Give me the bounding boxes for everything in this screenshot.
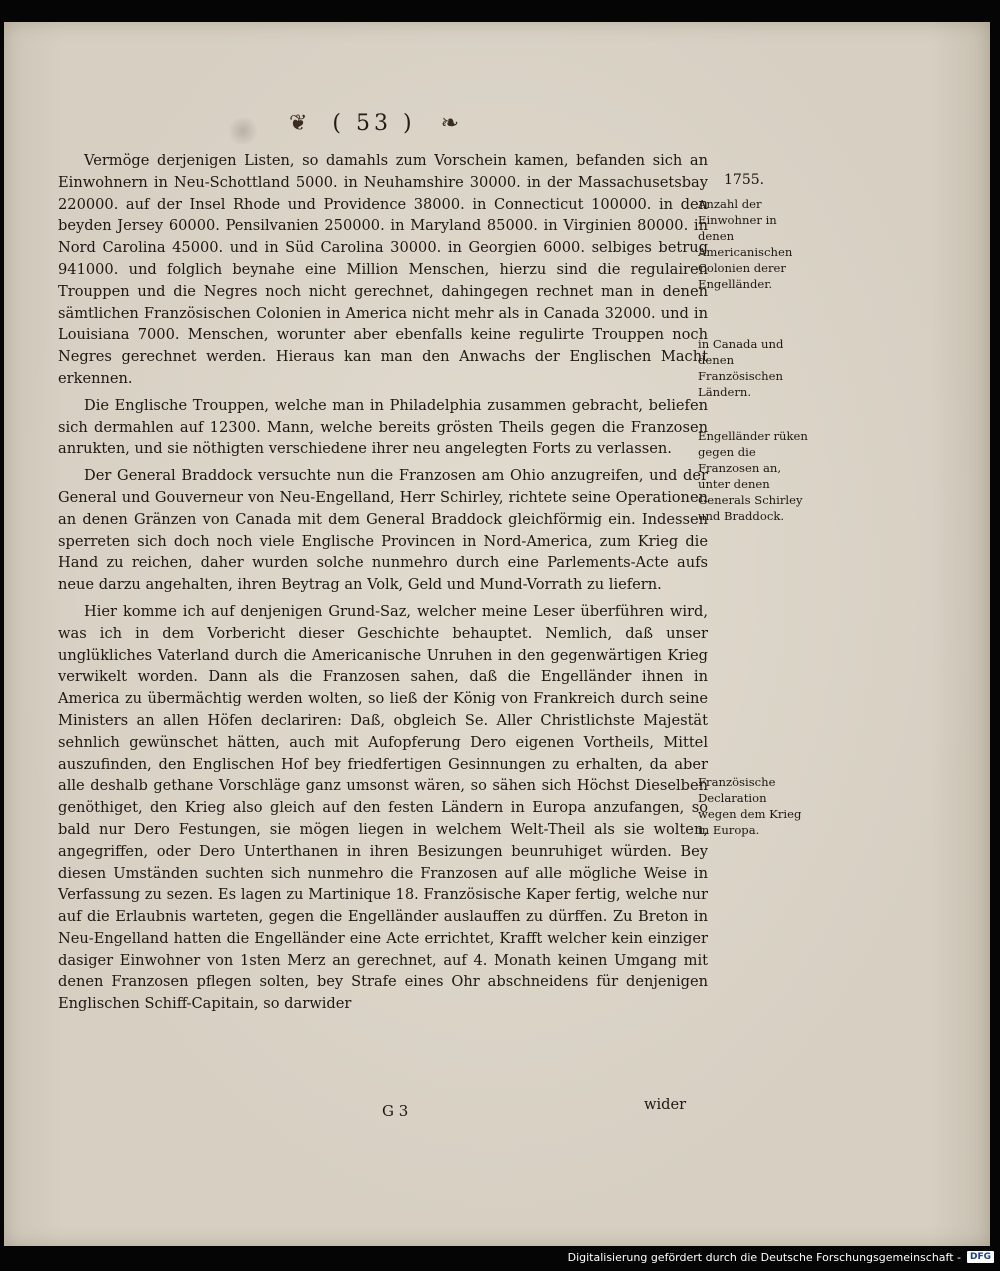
marginal-note-declaration: Französische Declaration wegen dem Krieg in Europa. bbox=[698, 775, 802, 837]
marginal-note-canada: in Canada und denen Französischen Ländern. bbox=[698, 337, 784, 399]
book-page bbox=[4, 22, 990, 1246]
page-number: ( 53 ) bbox=[332, 110, 416, 136]
paragraph-braddock: Der General Braddock versuchte nun die Franzosen am Ohio anzugreifen, und der General und Gouverneur von Neu-Engelland, Herr Schirley, richtete seine Operationen an denen Gränzen von Canada mit dem General Braddock gleichförmig ein. Indessen sperreten sich doch noch viele Englische Provincen in Nord-America, zum Krieg die Hand zu reichen, daher wurden solche nunmehro durch eine Parlements-Acte aufs neue darzu angehalten, ihren Beytrag an Volk, Geld und Mund-Vorrath zu liefern. bbox=[58, 467, 708, 594]
page-header bbox=[4, 110, 744, 136]
digitization-footer bbox=[568, 1247, 994, 1267]
paragraph-declaration: Hier komme ich auf denjenigen Grund-Saz, welcher meine Leser überführen wird, was ich in dem Vorbericht dieser Geschichte behauptet. Nemlich, daß unser unglükliches Vaterland durch die Americanische Unruhen in den gegenwärtigen Krieg verwikelt worden. Dann als die Franzosen sahen, daß die Engelländer ihnen in America zu übermächtig werden wolten, so ließ der König von Frankreich durch seine Ministers an allen Höfen declariren: Daß, obgleich Se. Aller Christlichste Majestät sehnlich gewünschet hätten, auch mit Aufopferung Dero eigenen Vortheils, Mittel auszufinden, den Englischen Hof bey friedfertigen Gesinnungen zu erhalten, da aber alle deshalb gethane Vorschläge ganz umsonst wären, so sähen sich Höchst Dieselben genöthiget, den Krieg also gleich auf den festen Ländern in Europa anzufangen, so bald nur Dero Festungen, sie mögen liegen in welchem Welt-Theil als sie wolten, angegriffen, oder Dero Unterthanen in ihren Besizungen beunruhiget würden. Bey diesen Umständen suchten sich nunmehro die Franzosen auf alle mögliche Weise in Verfassung zu sezen. Es lagen zu Martinique 18. Französische Kaper fertig, welche nur auf die Erlaubnis warteten, gegen die Engelländer auslauffen zu dürffen. Zu Breton in Neu-Engelland hatten die Engelländer eine Acte errichtet, Krafft welcher kein einziger dasiger Einwohner von 1sten Merz an gerechnet, auf 4. Monath keinen Umgang mit denen Franzosen pflegen solten, bey Strafe eines Ohr abschneidens für denjenigen Englischen Schiff-Capitain, so darwider bbox=[58, 602, 708, 1013]
funding-credit: Digitalisierung gefördert durch die Deutsche Forschungsgemeinschaft - bbox=[567, 1250, 961, 1264]
ornament-right-icon: ❧ bbox=[440, 110, 460, 136]
paragraph-population: Vermöge derjenigen Listen, so damahls zum Vorschein kamen, befanden sich an Einwohnern in Neu-Schottland 5000. in Neuhamshire 30000. in der Massachusetsbay 220000. auf der Insel Rhode und Providence 38000. in Connecticut 100000. in den beyden Jersey 60000. Pensilvanien 250000. in Maryland 85000. in Virginien 80000. in Nord Carolina 45000. und in Süd Carolina 30000. in Georgien 6000. selbiges betrug 941000. und folglich beynahe eine Million Menschen, hierzu sind die regulairen Trouppen und die Negres noch nicht gerechnet, dahingegen rechnet man in denen sämtlichen Französischen Colonien in America nicht mehr als in Canada 32000. und in Louisiana 7000. Menschen, worunter aber ebenfalls keine regulirte Trouppen noch Negres gerechnet werden. Hieraus kan man den Anwachs der Englischen Macht erkennen. bbox=[58, 152, 708, 387]
dfg-logo-icon: DFG bbox=[967, 1251, 994, 1263]
paragraph-troops: Die Englische Trouppen, welche man in Philadelphia zusammen gebracht, beliefen sich dermahlen auf 12300. Mann, welche bereits grösten Theils gegen die Franzosen anrukten, und sie nöthigten verschiedene ihrer neu angelegten Forts zu verlassen. bbox=[58, 396, 708, 458]
marginal-note-population: Anzahl der Einwohner in denen Americanischen Colonien derer Engelländer. bbox=[698, 197, 793, 291]
catchword: wider bbox=[644, 1096, 687, 1113]
ornament-left-icon: ❦ bbox=[288, 110, 308, 136]
marginal-note-advance: Engelländer rüken gegen die Franzosen an, unter denen Generals Schirley und Braddock. bbox=[698, 429, 808, 523]
main-text bbox=[58, 150, 708, 1015]
signature-mark: G 3 bbox=[382, 1102, 409, 1120]
year-marginal: 1755. bbox=[724, 172, 765, 188]
